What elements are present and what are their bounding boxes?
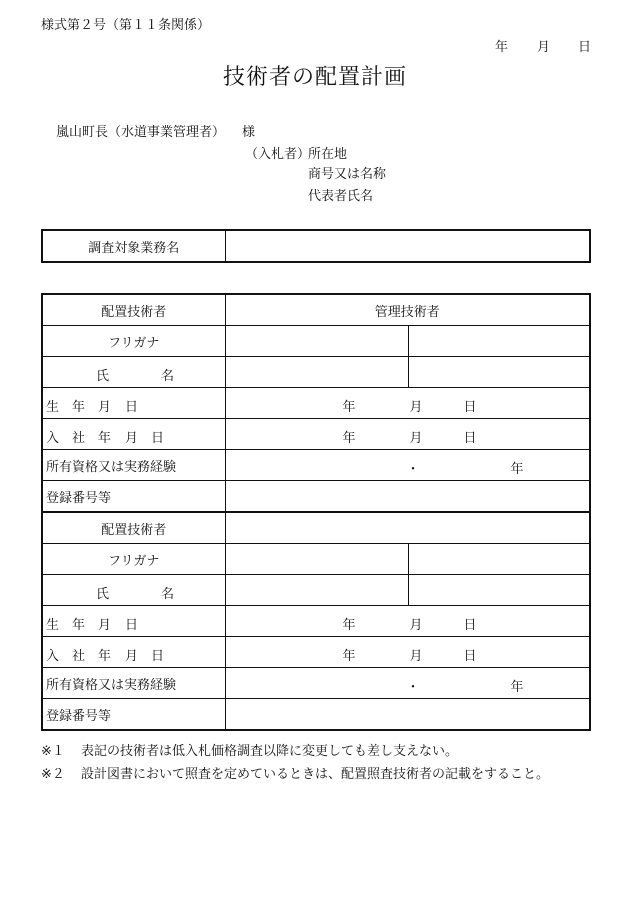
qualification-field[interactable]: ・ 年 (225, 450, 590, 481)
hire-date-field[interactable]: 年 月 日 (225, 419, 590, 450)
name-field-4[interactable] (408, 575, 590, 606)
name-field-1[interactable] (225, 357, 408, 388)
qualification-label: 所有資格又は実務経験 (42, 450, 225, 481)
assigned-engineer-header: 配置技術者 (42, 294, 225, 326)
name-label: 氏 名 (42, 357, 225, 388)
form-number: 様式第２号（第１１条関係） (41, 18, 211, 33)
bidder-address-label: 所在地 (308, 147, 348, 162)
registration-label: 登録番号等 (42, 481, 225, 513)
managing-engineer-header: 管理技術者 (225, 294, 590, 326)
hire-date-row-2 (42, 637, 590, 668)
qualification-row (42, 450, 590, 481)
registration-field[interactable] (225, 481, 590, 513)
task-name-label: 調査対象業務名 (42, 230, 225, 262)
name-field-2[interactable] (408, 357, 590, 388)
table-header-row (42, 294, 590, 326)
qualification-label-2: 所有資格又は実務経験 (42, 668, 225, 699)
assigned-engineer-header-2: 配置技術者 (42, 512, 225, 544)
registration-row-2 (42, 699, 590, 731)
note-1-text: 表記の技術者は低入札価格調査以降に変更しても差し支えない。 (81, 744, 459, 759)
task-table (41, 229, 591, 263)
name-row-2 (42, 575, 590, 606)
registration-field-2[interactable] (225, 699, 590, 731)
birthdate-row-2 (42, 606, 590, 637)
addressee-honorific: 様 (242, 125, 256, 140)
hire-date-field-2[interactable]: 年 月 日 (225, 637, 590, 668)
furigana-label: フリガナ (42, 326, 225, 357)
note-1-mark: ※１ (41, 744, 65, 759)
hire-date-label: 入 社 年 月 日 (42, 419, 225, 450)
birthdate-row (42, 388, 590, 419)
registration-label-2: 登録番号等 (42, 699, 225, 731)
note-2 (41, 763, 549, 782)
bidder-representative-label: 代表者氏名 (308, 189, 374, 204)
task-name-field[interactable] (225, 230, 590, 262)
assigned-engineer-field-2[interactable] (225, 512, 590, 544)
birthdate-label: 生 年 月 日 (42, 388, 225, 419)
birthdate-field-2[interactable]: 年 月 日 (225, 606, 590, 637)
addressee-name: 嵐山町長（水道事業管理者） (56, 125, 226, 140)
furigana-label-2: フリガナ (42, 544, 225, 575)
date-year-label: 年 (495, 40, 509, 55)
furigana-field-1[interactable] (225, 326, 408, 357)
qualification-row-2 (42, 668, 590, 699)
hire-date-row (42, 419, 590, 450)
name-field-3[interactable] (225, 575, 408, 606)
bidder-label: （入札者） (245, 147, 311, 162)
note-2-text: 設計図書において照査を定めているときは、配置照査技術者の記載をすること。 (81, 767, 550, 782)
birthdate-field[interactable]: 年 月 日 (225, 388, 590, 419)
furigana-field-3[interactable] (225, 544, 408, 575)
furigana-row (42, 326, 590, 357)
bidder-company-label: 商号又は名称 (308, 167, 387, 182)
document-title: 技術者の配置計画 (222, 65, 407, 90)
qualification-field-2[interactable]: ・ 年 (225, 668, 590, 699)
name-row (42, 357, 590, 388)
furigana-field-4[interactable] (408, 544, 590, 575)
furigana-row-2 (42, 544, 590, 575)
hire-date-label-2: 入 社 年 月 日 (42, 637, 225, 668)
registration-row (42, 481, 590, 513)
note-2-mark: ※２ (41, 767, 65, 782)
birthdate-label-2: 生 年 月 日 (42, 606, 225, 637)
note-1 (41, 740, 458, 759)
date-day-label: 日 (578, 40, 592, 55)
name-label-2: 氏 名 (42, 575, 225, 606)
furigana-field-2[interactable] (408, 326, 590, 357)
date-month-label: 月 (537, 40, 551, 55)
second-header-row (42, 512, 590, 544)
technician-table (41, 293, 591, 731)
